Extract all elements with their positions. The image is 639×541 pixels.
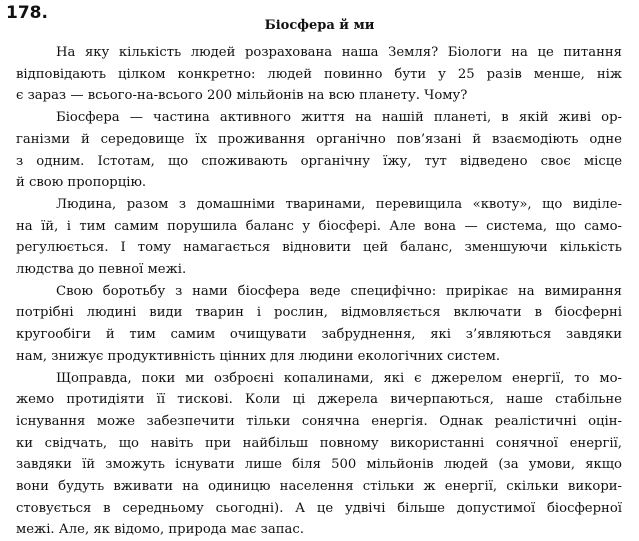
text-line: стовується в середньому сьогодні). А це удвічі більше допустимої біосферної — [16, 500, 622, 516]
text-line: на їй, і тим самим порушила баланс у біосфері. Але вона — система, що само- — [16, 218, 622, 234]
text-line: й свою пропорцію. — [16, 175, 147, 191]
text-line: регулюється. І тому намагається відновити цей баланс, зменшуючи кількість — [16, 240, 622, 256]
text-line: ки свідчать, що навіть при найбільш повному використанні сонячної енергії, — [16, 435, 622, 451]
text-line: жемо протидіяти її тискові. Коли ці джерела вичерпаються, наше стабільне — [16, 392, 622, 408]
text-line: потрібні людині види тварин і рослин, відмовляється включати в біосферні — [16, 305, 622, 321]
text-line: Свою боротьбу з нами біосфера веде специфічно: прирікає на вимирання — [56, 283, 622, 299]
text-line: є зараз — всього-на-всього 200 мільйонів на всю планету. Чому? — [16, 88, 468, 104]
text-line: завдяки їй зможуть існувати лише біля 500 мільйонів людей (за умови, якщо — [16, 457, 622, 473]
text-line: нам, знижує продуктивність цінних для людини екологічних систем. — [16, 348, 501, 364]
paragraph-3 — [16, 194, 622, 281]
text-body — [16, 42, 622, 541]
paragraph-2 — [16, 107, 622, 194]
paragraph-5 — [16, 368, 622, 541]
text-line: На яку кількість людей розрахована наша Земля? Біологи на це питання — [56, 45, 622, 60]
text-line: існування може забезпечити тільки сонячна енергія. Однак реалістичні оцін- — [16, 413, 622, 429]
text-line: відповідають цілком конкретно: людей повинно бути у 25 разів менше, ніж — [16, 66, 622, 82]
text-line: ганізми й середовище їх проживання органічно пов’язані й взаємодіють одне — [16, 131, 622, 147]
paragraph-4 — [16, 281, 622, 368]
text-line: Біосфера — частина активного життя на нашій планеті, в якій живі ор- — [56, 110, 622, 126]
text-line: межі. Але, як відомо, природа має запас. — [16, 522, 304, 538]
text-line: з одним. Істотам, що споживають органічну їжу, тут відведено своє місце — [16, 153, 622, 169]
exercise-number: 178. — [6, 3, 48, 23]
paragraph-1 — [16, 42, 622, 107]
text-line: кругообіги й тим самим очищувати забруднення, які з’являються завдяки — [16, 327, 622, 343]
text-line: вони будуть вживати на одиницю населення стільки ж енергії, скільки викори- — [16, 479, 622, 495]
text-line: людства до певної межі. — [16, 262, 187, 278]
text-title: Біосфера й ми — [264, 18, 375, 33]
text-line: Щоправда, поки ми озброєні копалинами, які є джерелом енергії, то мо- — [56, 370, 622, 386]
text-line: Людина, разом з домашніми тваринами, перевищила «квоту», що виділе- — [56, 196, 622, 212]
